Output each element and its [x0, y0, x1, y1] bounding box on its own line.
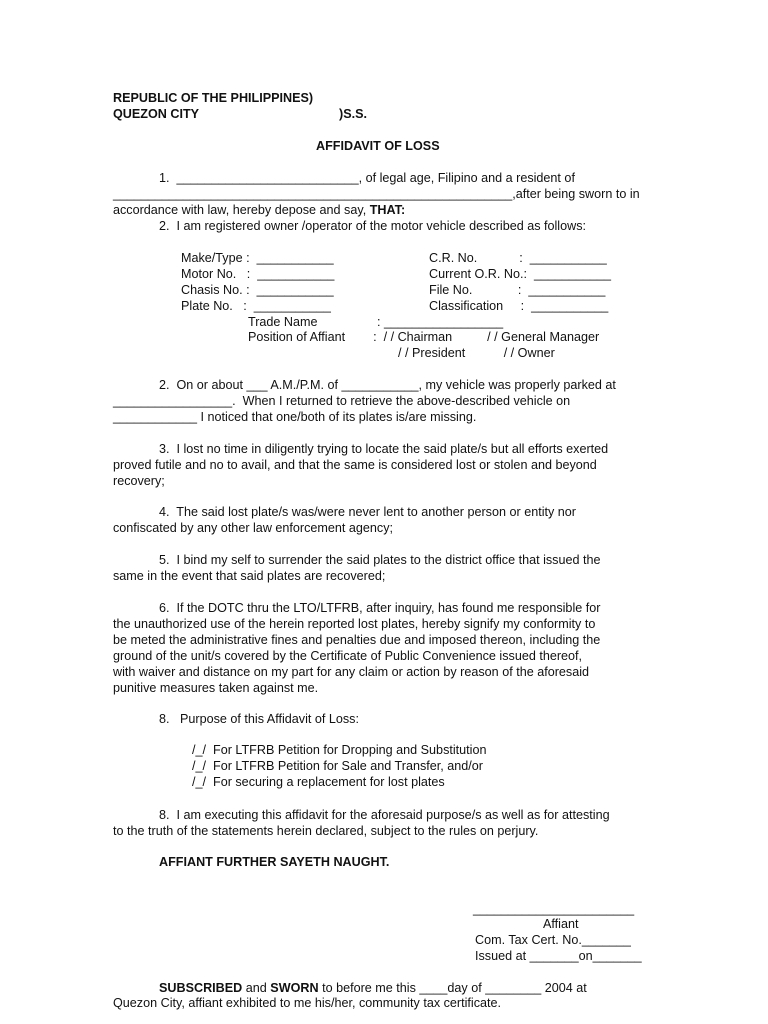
- purpose-option-replacement: /_/ For securing a replacement for lost plates: [192, 775, 445, 789]
- purpose-option-dropping: /_/ For LTFRB Petition for Dropping and Substitution: [192, 743, 487, 757]
- jurat-line1: [159, 980, 587, 996]
- p6-line1: 5. I bind my self to surrender the said plates to the district office that issued the: [159, 553, 601, 567]
- p2-line: 2. I am registered owner /operator of the motor vehicle described as follows:: [159, 219, 586, 233]
- p3-line3: ____________ I noticed that one/both of its plates is/are missing.: [113, 410, 477, 424]
- p7-line1: 6. If the DOTC thru the LTO/LTFRB, after inquiry, has found me responsible for: [159, 601, 601, 615]
- classification-field: Classification : ___________: [429, 299, 609, 313]
- chasis-no-field: Chasis No. : ___________: [181, 283, 334, 297]
- p6-line2: same in the event that said plates are recovered;: [113, 569, 386, 583]
- p5-line2: confiscated by any other law enforcement agency;: [113, 521, 394, 535]
- document-title: AFFIDAVIT OF LOSS: [316, 139, 440, 153]
- p4-line2: proved futile and no to avail, and that the same is considered lost or stolen and beyond: [113, 458, 597, 472]
- p7-line4: ground of the unit/s covered by the Certificate of Public Convenience issued thereof,: [113, 649, 583, 663]
- position-field: Position of Affiant : / / Chairman / / General Manager: [248, 330, 600, 344]
- jurat-sworn: SWORN: [270, 981, 319, 995]
- republic-heading: REPUBLIC OF THE PHILIPPINES): [113, 91, 314, 105]
- p1-line2: _________________________________________________________,after being sworn to in: [113, 187, 640, 201]
- motor-no-field: Motor No. : ___________: [181, 267, 335, 281]
- jurat-subscribed: SUBSCRIBED: [159, 981, 243, 995]
- p7-line3: be meted the administrative fines and penalties due and imposed thereon, including the: [113, 633, 601, 647]
- file-no-field: File No. : ___________: [429, 283, 606, 297]
- tax-cert-field: Com. Tax Cert. No._______: [475, 933, 631, 947]
- cr-no-field: C.R. No. : ___________: [429, 251, 607, 265]
- p7-line5: with waiver and distance on my part for any claim or action by reason of the aforesaid: [113, 665, 590, 679]
- p7-line6: punitive measures taken against me.: [113, 681, 319, 695]
- ss-label: )S.S.: [339, 107, 367, 121]
- p3-line2: _________________. When I returned to retrieve the above-described vehicle on: [113, 394, 571, 408]
- affiant-label: Affiant: [543, 917, 579, 931]
- naught-statement: AFFIANT FURTHER SAYETH NAUGHT.: [159, 855, 390, 869]
- p4-line1: 3. I lost no time in diligently trying to locate the said plate/s but all efforts exerted: [159, 442, 609, 456]
- jurat-rest: to before me this ____day of ________ 2004 at: [318, 981, 587, 995]
- p1-line3: [113, 202, 405, 218]
- current-or-field: Current O.R. No.: ___________: [429, 267, 612, 281]
- plate-no-field: Plate No. : ___________: [181, 299, 331, 313]
- jurat-and: and: [242, 981, 271, 995]
- p1-line1: 1. __________________________, of legal age, Filipino and a resident of: [159, 171, 575, 185]
- position-field-line2: / / President / / Owner: [398, 346, 555, 360]
- p9-line2: to the truth of the statements herein declared, subject to the rules on perjury.: [113, 824, 539, 838]
- p1-that: THAT:: [369, 203, 406, 217]
- p9-line1: 8. I am executing this affidavit for the aforesaid purpose/s as well as for attesting: [159, 808, 610, 822]
- p5-line1: 4. The said lost plate/s was/were never lent to another person or entity nor: [159, 505, 576, 519]
- p4-line3: recovery;: [113, 474, 165, 488]
- p7-line2: the unauthorized use of the herein reported lost plates, hereby signify my conformity to: [113, 617, 596, 631]
- p1-line3-text: accordance with law, hereby depose and say,: [113, 203, 370, 217]
- p8-line1: 8. Purpose of this Affidavit of Loss:: [159, 712, 359, 726]
- p3-line1: 2. On or about ___ A.M./P.M. of ___________, my vehicle was properly parked at: [159, 378, 616, 392]
- jurat-line2: Quezon City, affiant exhibited to me his/her, community tax certificate.: [113, 996, 502, 1010]
- issued-at-field: Issued at _______on_______: [475, 949, 642, 963]
- signature-line: _______________________: [473, 902, 635, 916]
- city-heading: QUEZON CITY: [113, 107, 200, 121]
- make-type-field: Make/Type : ___________: [181, 251, 334, 265]
- trade-name-field: Trade Name : _________________: [248, 315, 504, 329]
- purpose-option-sale: /_/ For LTFRB Petition for Sale and Transfer, and/or: [192, 759, 483, 773]
